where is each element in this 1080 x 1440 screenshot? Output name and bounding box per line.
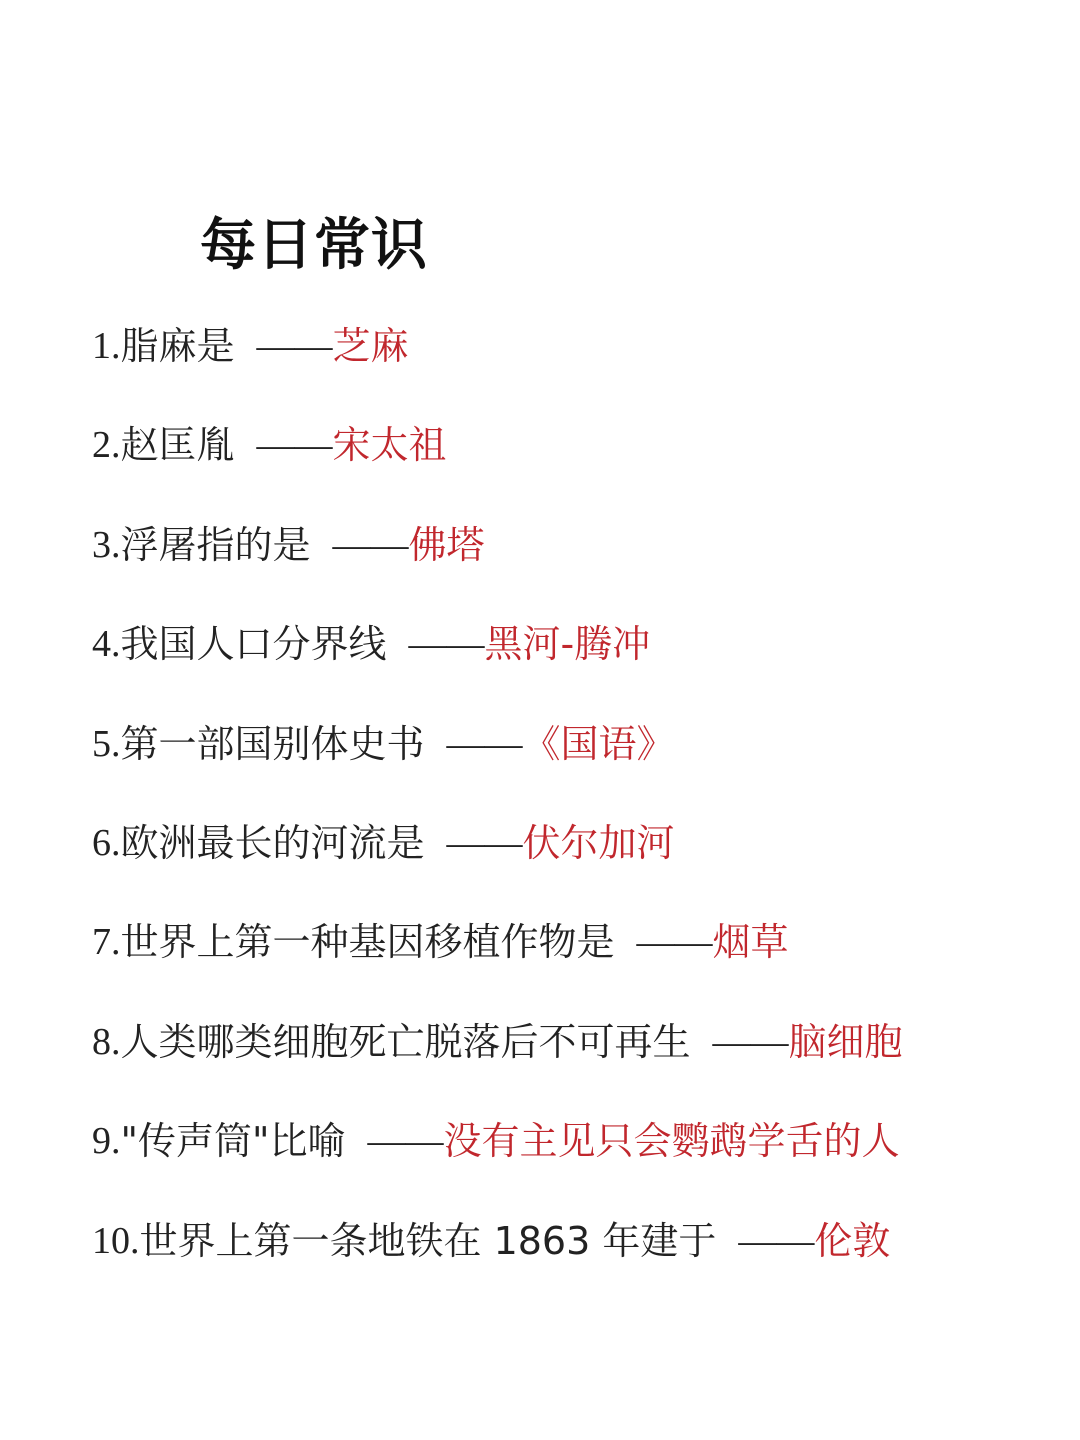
item-dash: —— — [738, 1219, 815, 1262]
item-question: 世界上第一条地铁在 1863 年建于 — [139, 1218, 717, 1263]
item-answer: 黑河-腾冲 — [484, 622, 651, 667]
list-item — [92, 815, 1052, 914]
item-number: 9. — [92, 1120, 121, 1163]
item-number: 6. — [92, 821, 121, 864]
item-number: 8. — [92, 1020, 121, 1063]
item-number: 7. — [92, 921, 121, 964]
item-number: 3. — [92, 523, 121, 566]
item-number: 2. — [92, 424, 121, 467]
page-title: 每日常识 — [200, 213, 428, 278]
item-answer: 伏尔加河 — [522, 820, 675, 865]
item-dash: —— — [332, 523, 409, 566]
item-question: 第一部国别体史书 — [120, 721, 425, 766]
item-dash: —— — [408, 623, 485, 666]
item-dash: —— — [446, 821, 523, 864]
item-question: 世界上第一种基因移植作物是 — [120, 920, 615, 965]
item-question: 欧洲最长的河流是 — [120, 820, 425, 865]
item-question: 我国人口分界线 — [120, 622, 387, 667]
item-question: 脂麻是 — [120, 324, 235, 368]
item-question: 浮屠指的是 — [120, 522, 311, 567]
item-number: 5. — [92, 722, 121, 765]
item-dash: —— — [446, 722, 523, 765]
item-dash: —— — [256, 424, 333, 467]
list-item — [92, 318, 1052, 417]
qa-list — [92, 318, 1052, 1312]
list-item — [92, 417, 1052, 516]
item-answer: 宋太祖 — [332, 423, 447, 468]
item-dash: —— — [256, 325, 333, 367]
item-question: "传声筒"比喻 — [120, 1119, 346, 1164]
list-item — [92, 914, 1052, 1013]
list-item — [92, 517, 1052, 616]
item-dash: —— — [712, 1020, 789, 1063]
item-answer: 佛塔 — [408, 522, 485, 567]
list-item — [92, 1014, 1052, 1113]
item-answer: 《国语》 — [522, 721, 675, 766]
item-answer: 伦敦 — [814, 1218, 891, 1263]
item-question: 人类哪类细胞死亡脱落后不可再生 — [120, 1019, 691, 1064]
item-answer: 芝麻 — [332, 324, 409, 368]
list-item — [92, 1113, 1052, 1212]
item-answer: 烟草 — [712, 920, 789, 965]
item-number: 1. — [92, 325, 121, 367]
item-dash: —— — [367, 1120, 444, 1163]
item-number: 4. — [92, 623, 121, 666]
item-question: 赵匡胤 — [120, 423, 235, 468]
item-answer: 没有主见只会鹦鹉学舌的人 — [443, 1119, 900, 1164]
list-item — [92, 1213, 1052, 1312]
list-item — [92, 716, 1052, 815]
item-dash: —— — [636, 921, 713, 964]
item-answer: 脑细胞 — [788, 1019, 903, 1064]
item-number: 10. — [92, 1219, 140, 1262]
list-item — [92, 616, 1052, 715]
